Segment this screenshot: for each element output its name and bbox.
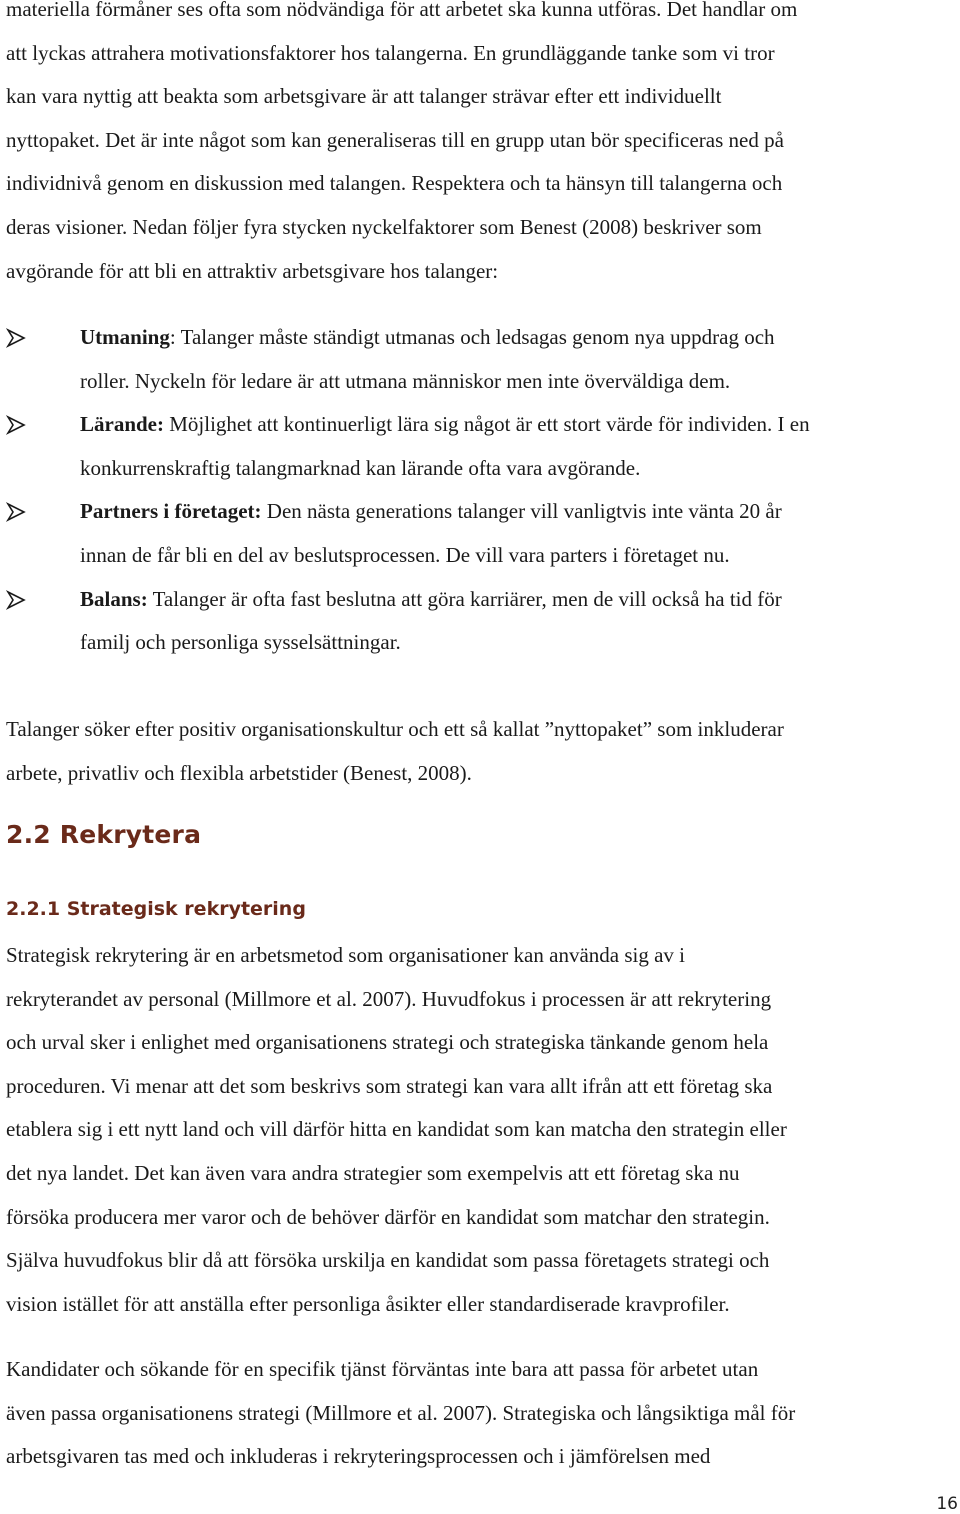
text-line: det nya landet. Det kan även vara andra strategier som exempelvis att ett företag ska nu	[6, 1160, 740, 1185]
text-line: kan vara nyttig att beakta som arbetsgivare är att talanger strävar efter ett individuellt	[6, 84, 722, 109]
bullet-line: roller. Nyckeln för ledare är att utmana människor men inte överväldiga dem.	[80, 368, 731, 393]
text-line: nyttopaket. Det är inte något som kan generaliseras till en grupp utan bör specificeras ned på	[6, 127, 784, 152]
arrow-bullet-icon	[6, 502, 26, 522]
bullet-term: Utmaning	[80, 325, 170, 349]
arrow-bullet-icon	[6, 415, 26, 435]
text-line: arbetsgivaren tas med och inkluderas i rekryteringsprocessen och i jämförelsen med	[6, 1444, 711, 1469]
section-heading: 2.2 Rekrytera	[6, 820, 202, 849]
text-line: materiella förmåner ses ofta som nödvändiga för att arbetet ska kunna utföras. Det handlar om	[6, 0, 798, 21]
bullet-term: Balans:	[80, 586, 148, 611]
text-line: Kandidater och sökande för en specifik tjänst förväntas inte bara att passa för arbetet utan	[6, 1357, 759, 1381]
page-number: 16	[936, 1494, 958, 1514]
text-line: individnivå genom en diskussion med talangen. Respektera och ta hänsyn till talangerna och	[6, 171, 783, 196]
bullet-text: Talanger är ofta fast beslutna att göra karriärer, men de vill också ha tid för	[152, 586, 782, 611]
bullet-separator: :	[169, 325, 181, 349]
bullet-item	[6, 316, 810, 403]
text-line: rekryterandet av personal (Millmore et al. 2007). Huvudfokus i processen är att rekrytering	[6, 986, 772, 1011]
bullet-line	[80, 403, 810, 447]
bullet-term: Lärande:	[80, 412, 164, 437]
bullet-text: Möjlighet att kontinuerligt lära sig något är ett stort värde för individen. I en	[169, 412, 810, 437]
bullet-list	[6, 316, 810, 665]
text-line: Talanger söker efter positiv organisationskultur och ett så kallat ”nyttopaket” som inkluderar	[6, 717, 784, 741]
bullet-text: Talanger måste ständigt utmanas och ledsagas genom nya uppdrag och	[180, 325, 775, 349]
subsection-heading: 2.2.1 Strategisk rekrytering	[6, 898, 306, 920]
text-line: avgörande för att bli en attraktiv arbetsgivare hos talanger:	[6, 258, 499, 283]
bullet-line	[80, 490, 810, 534]
candidates-paragraph	[6, 1348, 795, 1479]
bullet-line	[80, 316, 810, 360]
text-line: vision istället för att anställa efter personliga åsikter eller standardiserade kravprofiler.	[6, 1291, 730, 1316]
bullet-item	[6, 403, 810, 490]
text-line: även passa organisationens strategi (Millmore et al. 2007). Strategiska och långsiktiga mål för	[6, 1400, 796, 1425]
bullet-item	[6, 578, 810, 665]
bullet-item	[6, 490, 810, 577]
text-line: försöka producera mer varor och de behöver därför en kandidat som matchar den strategin.	[6, 1204, 770, 1229]
text-line: och urval sker i enlighet med organisationens strategi och strategiska tänkande genom hela	[6, 1030, 769, 1055]
arrow-bullet-icon	[6, 590, 26, 610]
bullet-line: familj och personliga sysselsättningar.	[80, 630, 401, 655]
strategy-paragraph	[6, 934, 787, 1326]
intro-paragraph	[6, 0, 797, 293]
text-line: att lyckas attrahera motivationsfaktorer hos talangerna. En grundläggande tanke som vi tror	[6, 40, 775, 65]
bullet-line: konkurrenskraftig talangmarknad kan lärande ofta vara avgörande.	[80, 455, 641, 480]
text-line: Strategisk rekrytering är en arbetsmetod som organisationer kan använda sig av i	[6, 943, 685, 967]
summary-paragraph	[6, 708, 784, 795]
bullet-text: Den nästa generations talanger vill vanligtvis inte vänta 20 år	[266, 499, 782, 524]
bullet-line	[80, 578, 810, 622]
text-line: deras visioner. Nedan följer fyra stycken nyckelfaktorer som Benest (2008) beskriver som	[6, 214, 762, 239]
bullet-line: innan de får bli en del av beslutsprocessen. De vill vara parters i företaget nu.	[80, 542, 730, 567]
text-line: proceduren. Vi menar att det som beskrivs som strategi kan vara allt ifrån att ett företag ska	[6, 1073, 773, 1098]
text-line: etablera sig i ett nytt land och vill därför hitta en kandidat som kan matcha den strategin eller	[6, 1117, 787, 1142]
arrow-bullet-icon	[6, 328, 26, 348]
text-line: arbete, privatliv och flexibla arbetstider (Benest, 2008).	[6, 760, 472, 785]
text-line: Själva huvudfokus blir då att försöka urskilja en kandidat som passa företagets strategi och	[6, 1248, 770, 1273]
bullet-term: Partners i företaget:	[80, 499, 262, 524]
